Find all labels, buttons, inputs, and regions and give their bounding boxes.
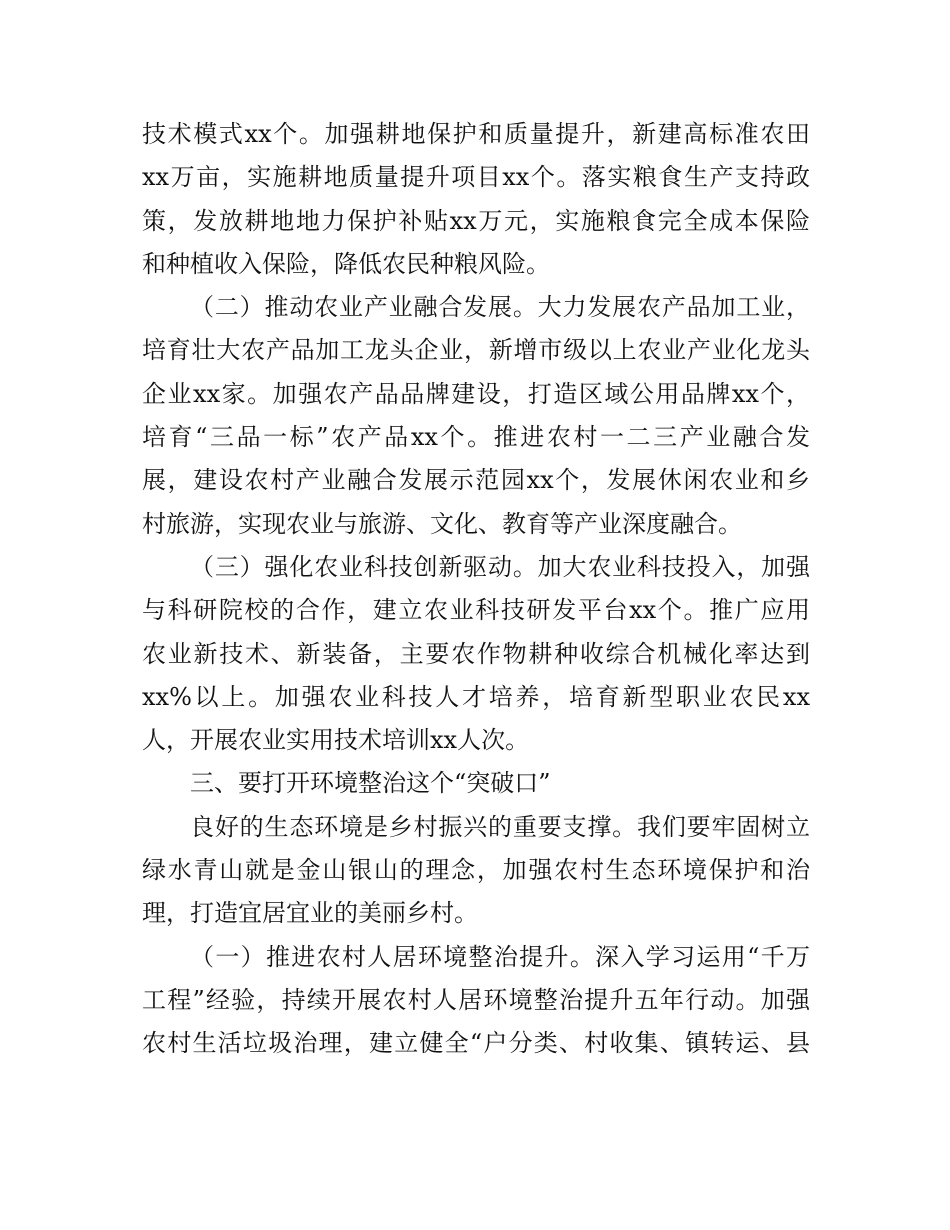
text-line: 良好的生态环境是乡村振兴的重要支撑。我们要牢固树立 [190,812,810,841]
text-line: （一）推进农村人居环境整治提升。深入学习运用“千万 [190,942,810,971]
text-line: （二）推动农业产业融合发展。大力发展农产品加工业， [190,293,810,322]
document-body [142,113,810,1066]
text-line: 与科研院校的合作，建立农业科技研发平台xx个。推广应用 [142,596,810,625]
text-line: xx万亩，实施耕地质量提升项目xx个。落实粮食生产支持政 [142,163,810,192]
text-line: 策，发放耕地地力保护补贴xx万元，实施粮食完全成本保险 [142,206,810,235]
text-line: 展，建设农村产业融合发展示范园xx个，发展休闲农业和乡 [142,466,810,495]
text-line: 培育壮大农产品加工龙头企业，新增市级以上农业产业化龙头 [142,336,810,365]
text-line: 人，开展农业实用技术培训xx人次。 [142,726,530,755]
text-line: 培育“三品一标”农产品xx个。推进农村一二三产业融合发 [142,423,810,452]
text-line: （三）强化农业科技创新驱动。加大农业科技投入，加强 [190,552,810,581]
text-line: xx%以上。加强农业科技人才培养，培育新型职业农民xx [142,682,810,711]
text-line: 企业xx家。加强农产品品牌建设，打造区域公用品牌xx个， [142,379,810,408]
text-line: 农村生活垃圾治理，建立健全“户分类、村收集、镇转运、县 [142,1029,810,1058]
text-line: 三、要打开环境整治这个“突破口” [190,769,551,798]
text-line: 理，打造宜居宜业的美丽乡村。 [142,899,478,928]
text-line: 村旅游，实现农业与旅游、文化、教育等产业深度融合。 [142,509,742,538]
text-line: 农业新技术、新装备，主要农作物耕种收综合机械化率达到 [142,639,810,668]
text-line: 绿水青山就是金山银山的理念，加强农村生态环境保护和治 [142,856,810,885]
text-line: 工程”经验，持续开展农村人居环境整治提升五年行动。加强 [142,985,810,1014]
text-line: 和种植收入保险，降低农民种粮风险。 [142,249,550,278]
text-line: 技术模式xx个。加强耕地保护和质量提升，新建高标准农田 [142,120,810,148]
